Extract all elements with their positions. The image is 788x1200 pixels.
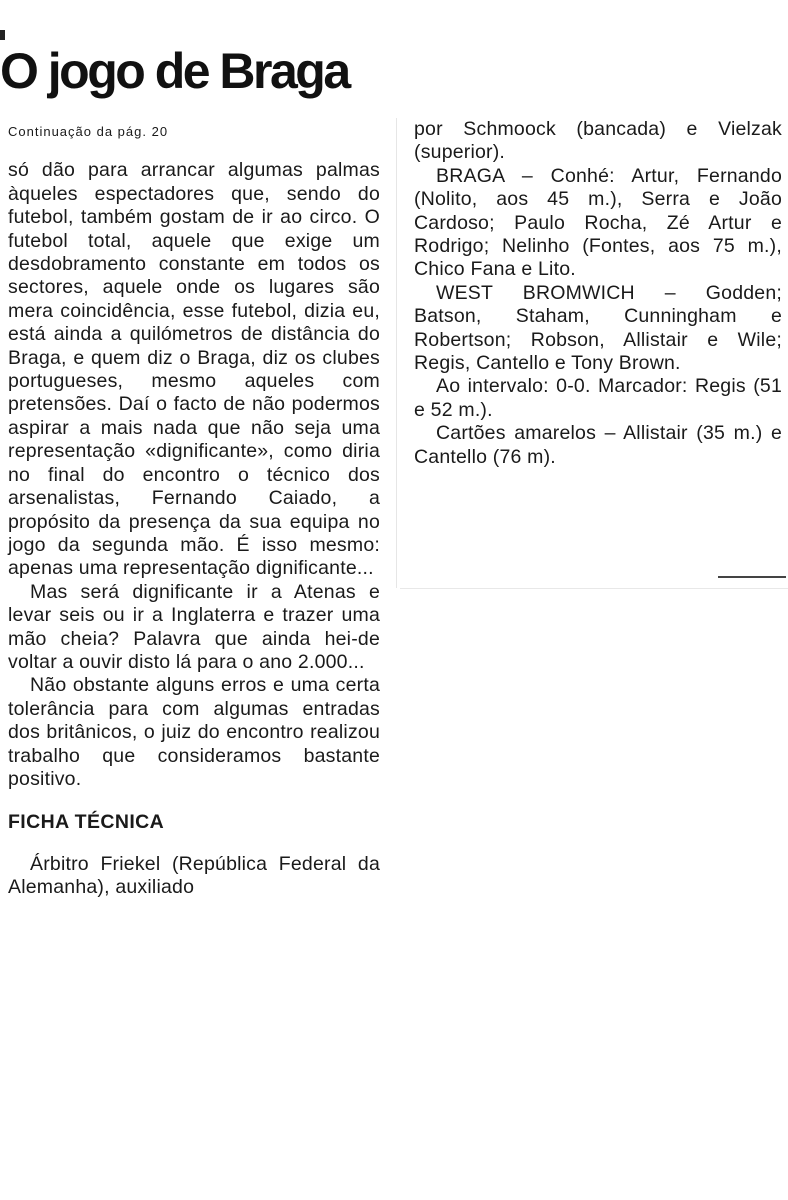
braga-lineup: BRAGA – Conhé: Artur, Fernando (Nolito, aos 45 m.), Serra e João Cardoso; Paulo Rocha, Zé Artur e Rodrigo; Nelinho (Fontes, aos 75 m.), Chico Fana e Lito.: [414, 164, 782, 281]
referee-assistants: por Schmoock (bancada) e Vielzak (superior).: [414, 118, 782, 164]
yellow-cards: Cartões amarelos – Allistair (35 m.) e Cantello (76 m).: [414, 422, 782, 468]
section-title-ficha-tecnica: FICHA TÉCNICA: [8, 811, 165, 834]
paragraph-1: só dão para arrancar algumas palmas àqueles espectadores que, sendo do futebol, também gostam de ir ao circo. O futebol total, aquele que exige um desdobramento constante em todos os sectores, aquele onde os lugares são mera coincidência, esse futebol, dizia eu, está ainda a quilómetros de distância do Braga, e quem diz o Braga, diz os clubes portugueses, mesmo aqueles com pretensões. Daí o facto de não podermos aspirar a mais nada que não seja uma representação «dignificante», como diria no final do encontro o técnico dos arsenalistas, Fernando Caiado, a propósito da presença da sua equipa no jogo da segunda mão. É isso mesmo: apenas uma representação dignificante...: [8, 159, 380, 580]
paragraph-2: Mas será dignificante ir a Atenas e levar seis ou ir a Inglaterra e trazer uma mão cheia? Palavra que ainda hei-de voltar a ouvir disto lá para o ano 2.000...: [8, 580, 380, 673]
column-divider: [396, 118, 397, 588]
end-rule: [718, 576, 786, 578]
score-summary: Ao intervalo: 0-0. Marcador: Regis (51 e 52 m.).: [414, 375, 782, 421]
article-headline: O jogo de Braga: [0, 42, 349, 99]
referee-line: Árbitro Friekel (República Federal da Alemanha), auxiliado: [8, 852, 380, 899]
paragraph-3: Não obstante alguns erros e uma certa tolerância para com algumas entradas dos britânicos, o juiz do encontro realizou trabalho que consideramos bastante positivo.: [8, 674, 380, 790]
west-bromwich-lineup: WEST BROMWICH – Godden; Batson, Staham, Cunningham e Robertson; Robson, Allistair e Wile; Regis, Cantello e Tony Brown.: [414, 281, 782, 375]
continuation-note: Continuação da pág. 20: [8, 124, 169, 139]
right-column: [414, 118, 782, 469]
column-bottom-edge: [400, 588, 788, 589]
headline-marker: [0, 30, 5, 40]
left-column: [8, 120, 380, 900]
